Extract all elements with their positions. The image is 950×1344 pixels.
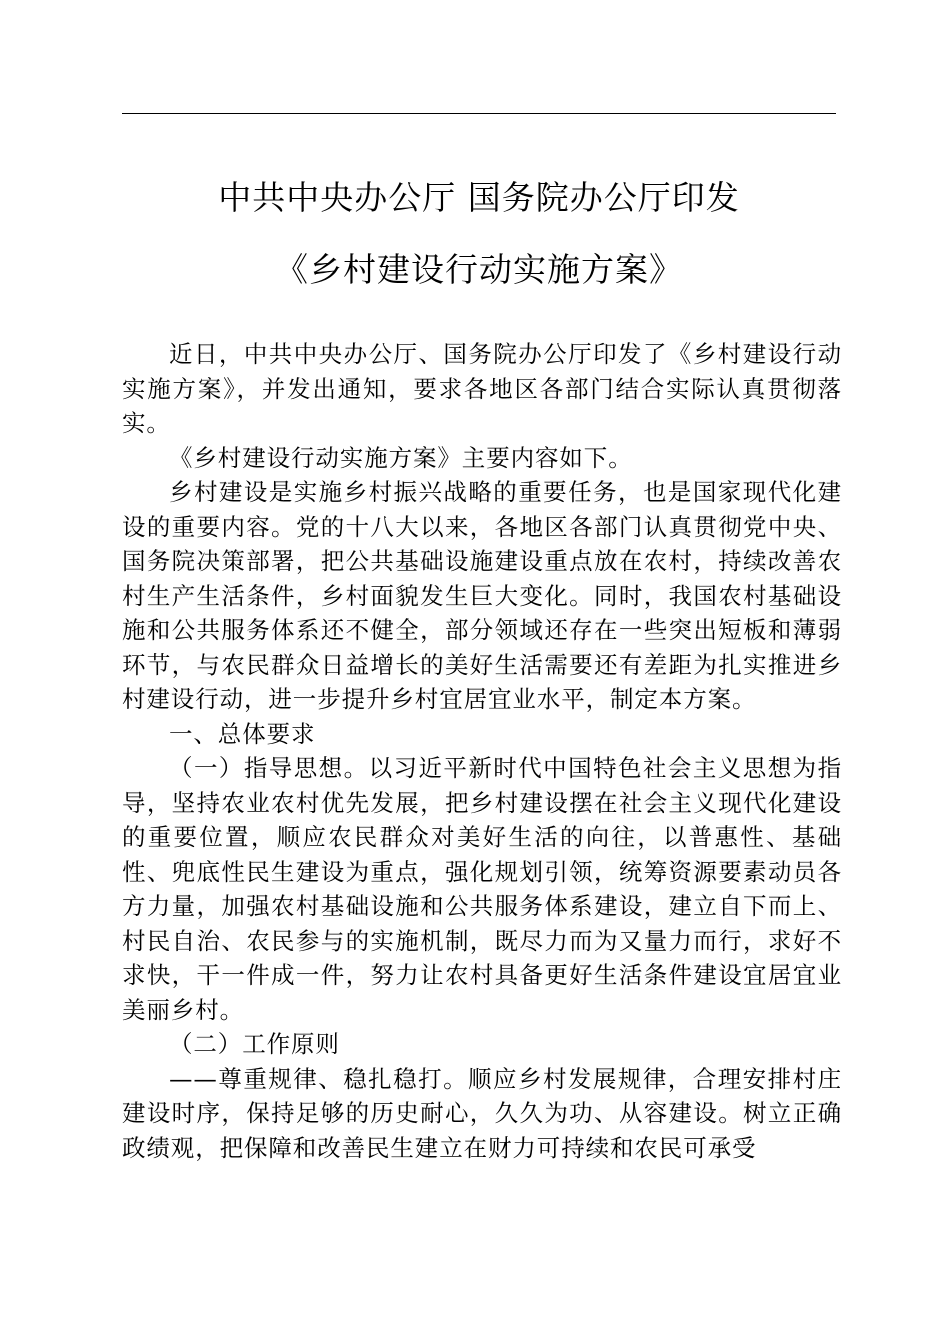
section-heading-general-requirements: 一、总体要求 xyxy=(169,719,316,748)
paragraph-principle-respect-laws: ——尊重规律、稳扎稳打。顺应乡村发展规律，合理安排村庄建设时序，保持足够的历史耐心，久久为功、从容建设。树立正确政绩观，把保障和改善民生建立在财力可持续和农民可承受 xyxy=(122,1064,842,1162)
paragraph-content-lead: 《乡村建设行动实施方案》主要内容如下。 xyxy=(169,443,633,472)
paragraph-guiding-ideology: （一）指导思想。以习近平新时代中国特色社会主义思想为指导，坚持农业农村优先发展，把乡村建设摆在社会主义现代化建设的重要位置，顺应农民群众对美好生活的向往，以普惠性、基础性、兜底性民生建设为重点，强化规划引领，统筹资源要素动员各方力量，加强农村基础设施和公共服务体系建设，建立自下而上、村民自治、农民参与的实施机制，既尽力而为又量力而行，求好不求快，干一件成一件，努力让农村具备更好生活条件建设宜居宜业美丽乡村。 xyxy=(122,754,842,1024)
subsection-heading-work-principles: （二）工作原则 xyxy=(169,1030,340,1058)
paragraph-intro: 近日，中共中央办公厅、国务院办公厅印发了《乡村建设行动实施方案》，并发出通知，要求各地区各部门结合实际认真贯彻落实。 xyxy=(122,340,842,437)
document-title-line-1: 中共中央办公厅 国务院办公厅印发 xyxy=(218,178,740,217)
paragraph-background: 乡村建设是实施乡村振兴战略的重要任务，也是国家现代化建设的重要内容。党的十八大以来，各地区各部门认真贯彻党中央、国务院决策部署，把公共基础设施建设重点放在农村，持续改善农村生产生活条件，乡村面貌发生巨大变化。同时，我国农村基础设施和公共服务体系还不健全，部分领域还存在一些突出短板和薄弱环节，与农民群众日益增长的美好生活需要还有差距为扎实推进乡村建设行动，进一步提升乡村宜居宜业水平，制定本方案。 xyxy=(122,478,842,713)
document-body xyxy=(122,337,842,1165)
document-title-line-2: 《乡村建设行动实施方案》 xyxy=(275,250,683,289)
top-horizontal-rule xyxy=(122,113,836,114)
